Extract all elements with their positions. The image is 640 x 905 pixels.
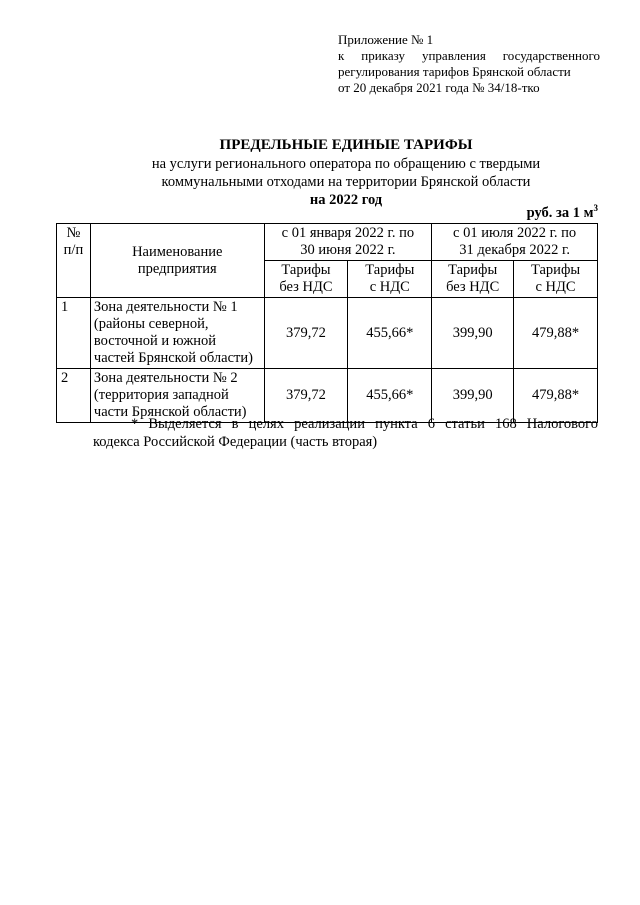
header-p2-with-vat: Тарифы с НДС [514, 261, 598, 298]
unit-label [430, 204, 598, 222]
row-p2-with-vat: 479,88* [514, 298, 598, 369]
row-p2-no-vat: 399,90 [432, 298, 514, 369]
header-p1-with-vat: Тарифы с НДС [348, 261, 432, 298]
row-p2-no-vat: 399,90 [432, 369, 514, 423]
header-num: № п/п [57, 224, 91, 298]
tariff-table [56, 223, 598, 423]
row-p1-with-vat: 455,66* [348, 298, 432, 369]
title-year: на 2022 год [309, 192, 383, 208]
appendix-number: Приложение № 1 [338, 32, 434, 47]
title-subtitle-line2: коммунальными отходами на территории Брянской области [161, 174, 531, 190]
row-name: Зона деятельности № 2 (территория западной части Брянской области) [90, 369, 264, 423]
table-header-row [57, 224, 598, 261]
header-period-1: с 01 января 2022 г. по 30 июня 2022 г. [264, 224, 432, 261]
row-p1-no-vat: 379,72 [264, 298, 348, 369]
document-title [96, 136, 596, 209]
title-main: ПРЕДЕЛЬНЫЕ ЕДИНЫЕ ТАРИФЫ [219, 137, 473, 153]
appendix-authority: регулирования тарифов Брянской области [338, 64, 571, 79]
row-p1-with-vat: 455,66* [348, 369, 432, 423]
row-p2-with-vat: 479,88* [514, 369, 598, 423]
title-subtitle-line1: на услуги регионального оператора по обращению с твердыми [151, 156, 541, 172]
header-period-2: с 01 июля 2022 г. по 31 декабря 2022 г. [432, 224, 598, 261]
footnote-line1: * Выделяется в целях реализации пункта 6 статьи 168 Налогового [131, 416, 598, 432]
footnote-line2: кодекса Российской Федерации (часть вторая) [93, 434, 378, 450]
footnote [93, 415, 598, 451]
row-p1-no-vat: 379,72 [264, 369, 348, 423]
row-number: 1 [57, 298, 91, 369]
header-name: Наименование предприятия [90, 224, 264, 298]
header-p1-no-vat: Тарифы без НДС [264, 261, 348, 298]
header-p2-no-vat: Тарифы без НДС [432, 261, 514, 298]
row-number: 2 [57, 369, 91, 423]
appendix-header [338, 32, 600, 96]
unit-text: руб. за 1 м [526, 205, 594, 221]
table-row [57, 298, 598, 369]
appendix-order-ref: к приказу управления государственного [338, 48, 600, 63]
appendix-date: от 20 декабря 2021 года № 34/18-тко [338, 80, 540, 95]
row-name: Зона деятельности № 1 (районы северной, восточной и южной частей Брянской области) [90, 298, 264, 369]
unit-superscript: 3 [593, 203, 598, 213]
